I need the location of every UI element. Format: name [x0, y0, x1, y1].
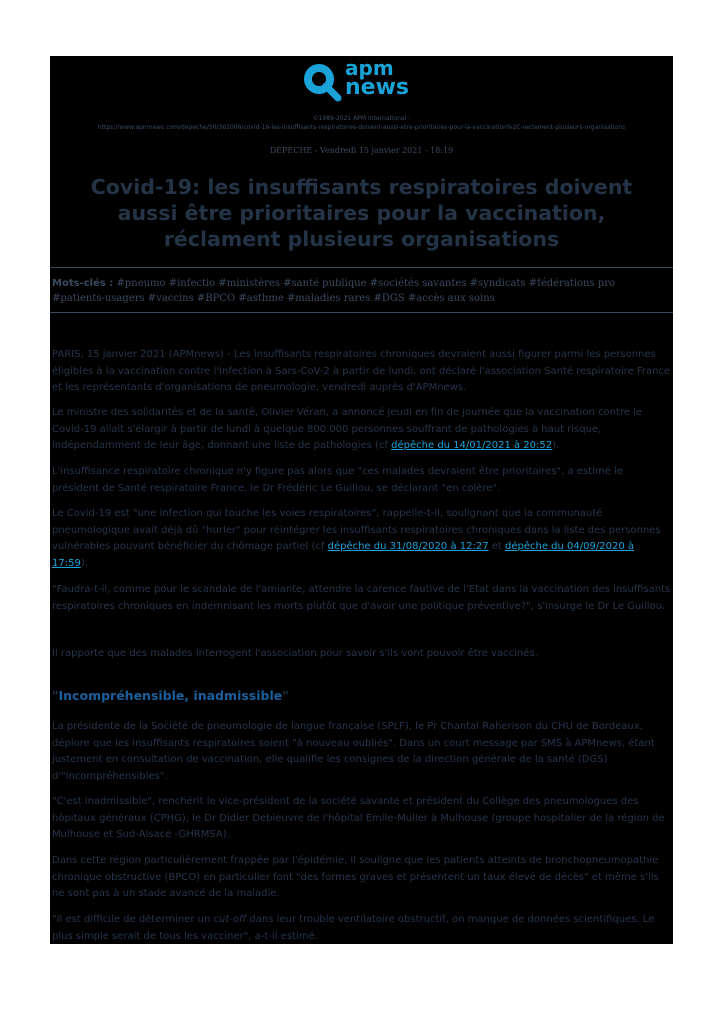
depeche-link-14-01-2021[interactable]: dépêche du 14/01/2021 à 20:52 [391, 440, 553, 451]
article-title: Covid-19: les insuffisants respiratoires doivent aussi être prioritaires pour la vaccination, réclament plusieurs organisations [90, 175, 633, 251]
paragraph-3: L'insuffisance respiratoire chronique n'y figure pas alors que "ces malades devraient être prioritaires", a estimé le président de Santé respiratoire France, le Dr Frédéric Le Guillou, se déclarant "en colère". [52, 466, 623, 494]
depeche-link-04-09-2020[interactable]: dépêche du 04/09/2020 à 17:59 [52, 541, 634, 569]
paragraph-10 [52, 912, 671, 944]
logo-apm-text: apm [345, 56, 394, 80]
apm-news-logo[interactable] [300, 56, 430, 106]
depeche-link-31-08-2020[interactable]: dépêche du 31/08/2020 à 12:27 [327, 541, 489, 552]
paragraph-4 [52, 506, 671, 572]
paragraph-10-end: dans leur trouble ventilatoire obstructif, on manque de données scientifiques. Le plus simple serait de tous les vacciner", a-t-il estimé. [52, 914, 655, 942]
paragraph-8: "C'est inadmissible", renchérit le vice-président de la société savante et président du Collège des pneumologues des hôpitaux généraux (CPHG), le Dr Didier Debieuvre de l'hôpital Emile-Muller à Mulhouse (groupe hospitalier de la région de Mulhouse et Sud-Alsace -GHRMSA). [52, 796, 665, 840]
keywords-label: Mots-clés : [52, 278, 114, 289]
paragraph-9: Dans cette région particulièrement frappée par l'épidémie, il souligne que les patients atteints de bronchopneumopathie chronique obstructive (BPCO) en particulier font "des formes graves et présentent un taux élevé de décès" et même s'ils ne sont pas à un stade avancé de la maladie. [52, 855, 659, 899]
paragraph-5: "Faudra-t-il, comme pour le scandale de l'amiante, attendre la carence fautive de l'Etat dans la vaccination des insuffisants respiratoires chroniques en indemnisant les morts plutôt que d'avoir une politique préventive?", s'insurge le Dr Le Guillou. [52, 584, 671, 612]
paragraph-2-text: Le ministre des solidarités et de la santé, Olivier Véran, a annoncé jeudi en fin de journée que la vaccination contre le Covid-19 allait s'élargir à partir de lundi à quelque 800.000 personnes souffrant de pathologies à haut risque, indépendamment de leur âge, donnant une liste de pathologies (cf [52, 407, 643, 451]
logo-news-text: news [345, 75, 410, 100]
paragraph-7: La présidente de la Société de pneumologie de langue française (SPLF), le Pr Chantal Raherison du CHU de Bordeaux, déplore que les insuffisants respiratoires soient "à nouveau oubliés". Dans un court message par SMS à APMnews, étant justement en consultation de vaccination, elle qualifie les consignes de la direction générale de la santé (DGS) d'"incompréhensibles". [52, 721, 655, 782]
cut-off-term: cut-off [213, 914, 247, 925]
paragraph-4-end: ). [80, 557, 88, 569]
article-url[interactable]: https://www.apmnews.com/depeche/50/362006/covid-19-les-insuffisants-respiratoires-doivent-aussi-etre-prioritaires-pour-la-vaccination%2C-reclament-plusieurs-organisations [97, 124, 626, 131]
keywords-box [50, 267, 673, 313]
paragraph-2-end: ). [552, 440, 560, 451]
subheading-text: Incompréhensible, inadmissible [58, 688, 283, 703]
copyright-notice: ©1989-2021 APM International - [312, 115, 411, 122]
article-dateline: DÉPÊCHE - Vendredi 15 janvier 2021 - 18:19 [269, 146, 454, 155]
subheading-open-quote: " [52, 688, 59, 703]
paragraph-4-text: Le Covid-19 est "une infection qui touche les voies respiratoires", rappelle-t-il, soulignant que la communauté pneumologique avait déjà dû "hurler" pour réintégrer les insuffisants respiratoires chroniques dans la liste des personnes vulnérables pouvant bénéficier du chômage partiel (cf [52, 508, 661, 552]
magnifier-logo-icon [300, 60, 346, 106]
paragraph-2 [52, 405, 671, 455]
paragraph-6: Il rapporte que des malades interrogent l'association pour savoir s'ils vont pouvoir être vaccinés. [52, 648, 538, 659]
section-subheading [52, 688, 289, 703]
subheading-close-quote: " [282, 688, 289, 703]
document-page [50, 56, 673, 944]
paragraph-10-start: "Il est difficile de déterminer un [52, 914, 214, 925]
keywords-value: #pneumo #infectio #ministères #santé publique #sociétés savantes #syndicats #fédérations pro #patients-usagers #vaccins #BPCO #asthme #maladies rares #DGS #accès aux soins [52, 278, 615, 304]
paragraph-1: PARIS, 15 janvier 2021 (APMnews) - Les insuffisants respiratoires chroniques devraient aussi figurer parmi les personnes éligibles à la vaccination contre l'infection à Sars-CoV-2 à partir de lundi, ont déclaré l'association Santé respiratoire France et les représentants d'organisations de pneumologie, vendredi auprès d'APMnews. [52, 349, 671, 393]
paragraph-4-and: et [488, 541, 506, 552]
keywords-text [52, 276, 670, 306]
